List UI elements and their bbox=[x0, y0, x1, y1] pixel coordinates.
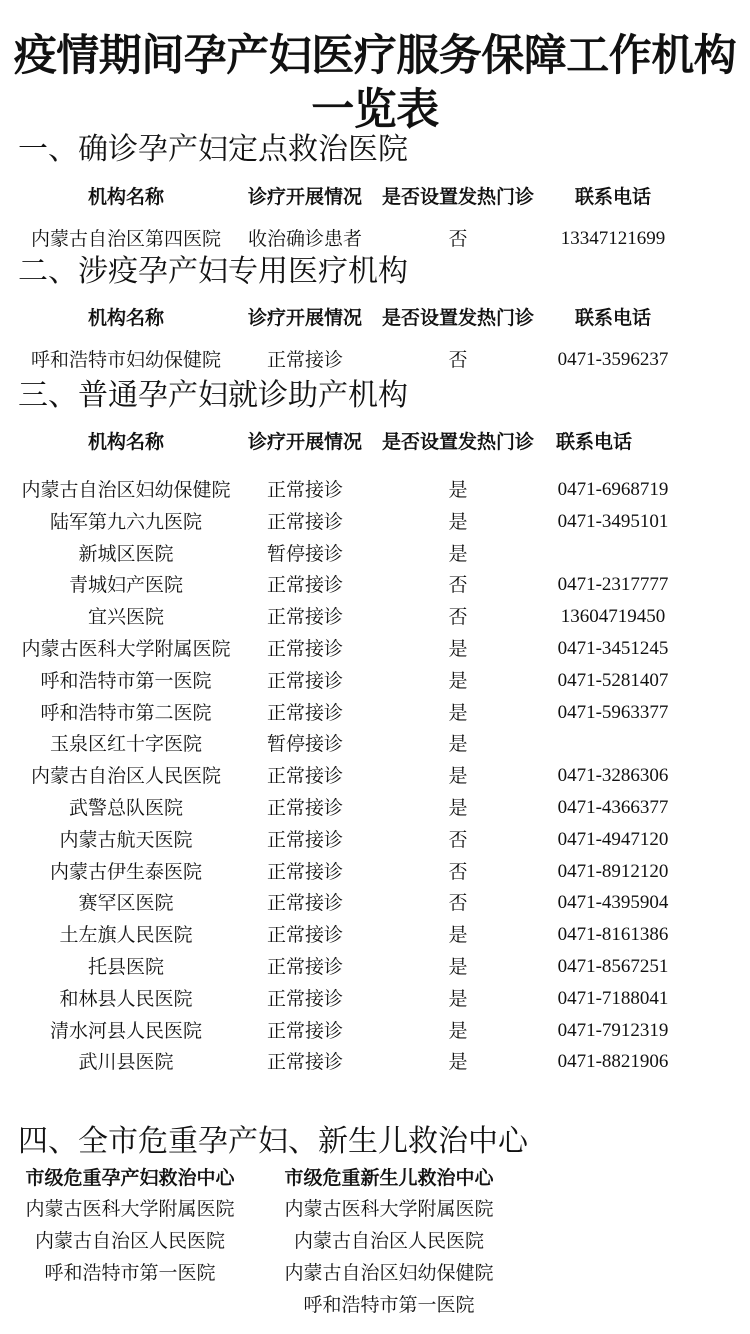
header-maternal-center: 市级危重孕产妇救治中心 bbox=[25, 1167, 235, 1189]
header-service-status: 诊疗开展情况 bbox=[247, 431, 362, 453]
header-fever-clinic: 是否设置发热门诊 bbox=[381, 186, 534, 208]
phone-number: 0471-8821906 bbox=[557, 1051, 669, 1073]
institution-name: 内蒙古自治区人民医院 bbox=[30, 765, 221, 788]
service-status: 正常接诊 bbox=[266, 510, 343, 533]
service-status: 正常接诊 bbox=[266, 574, 343, 597]
institution-name: 内蒙古医科大学附属医院 bbox=[21, 638, 231, 660]
neonatal-center-name: 内蒙古自治区人民医院 bbox=[293, 1230, 484, 1252]
table-row bbox=[0, 1016, 750, 1046]
section-3-title: 三、普通孕产妇就诊助产机构 bbox=[18, 378, 408, 413]
table-row bbox=[0, 345, 750, 375]
phone-number: 0471-7188041 bbox=[557, 987, 669, 1009]
institution-name: 内蒙古自治区第四医院 bbox=[30, 228, 221, 250]
service-status: 正常接诊 bbox=[266, 828, 343, 851]
fever-clinic-flag: 是 bbox=[448, 479, 468, 501]
section-2-header-row bbox=[0, 303, 750, 333]
phone-number bbox=[546, 729, 680, 759]
phone-number: 0471-8567251 bbox=[557, 956, 669, 977]
fever-clinic-flag: 是 bbox=[448, 701, 468, 724]
table-row bbox=[0, 224, 750, 254]
service-status: 收治确诊患者 bbox=[247, 228, 362, 250]
header-service-status: 诊疗开展情况 bbox=[247, 307, 362, 329]
institution-name: 赛罕区医院 bbox=[78, 892, 174, 915]
table-row bbox=[0, 570, 750, 600]
table-row bbox=[0, 761, 750, 791]
phone-number: 0471-3596237 bbox=[557, 349, 669, 370]
fever-clinic-flag: 是 bbox=[448, 542, 468, 565]
table-row bbox=[0, 634, 750, 664]
fever-clinic-flag: 否 bbox=[448, 228, 468, 250]
table-row bbox=[0, 984, 750, 1014]
maternal-center-name: 呼和浩特市第一医院 bbox=[44, 1262, 216, 1284]
list-item bbox=[0, 1194, 750, 1224]
institution-name: 青城妇产医院 bbox=[68, 574, 183, 597]
fever-clinic-flag: 否 bbox=[448, 574, 468, 597]
fever-clinic-flag: 否 bbox=[448, 349, 468, 371]
service-status: 正常接诊 bbox=[266, 765, 343, 788]
service-status: 正常接诊 bbox=[266, 797, 343, 819]
table-row bbox=[0, 539, 750, 569]
table-row bbox=[0, 475, 750, 505]
phone-number: 0471-4947120 bbox=[557, 828, 669, 850]
fever-clinic-flag: 是 bbox=[448, 1019, 468, 1042]
phone-number: 0471-4395904 bbox=[557, 892, 669, 914]
fever-clinic-flag: 否 bbox=[448, 606, 468, 629]
phone-number: 0471-8161386 bbox=[557, 924, 669, 946]
table-row bbox=[0, 729, 750, 759]
fever-clinic-flag: 是 bbox=[448, 638, 468, 660]
table-row bbox=[0, 1047, 750, 1077]
service-status: 正常接诊 bbox=[266, 669, 343, 692]
fever-clinic-flag: 是 bbox=[448, 1051, 468, 1074]
phone-number: 0471-6968719 bbox=[557, 479, 669, 500]
header-fever-clinic: 是否设置发热门诊 bbox=[381, 431, 534, 453]
institution-name: 玉泉区红十字医院 bbox=[49, 733, 202, 756]
section-1-title: 一、确诊孕产妇定点救治医院 bbox=[18, 132, 408, 167]
table-row bbox=[0, 793, 750, 823]
service-status: 正常接诊 bbox=[266, 606, 343, 629]
section-3-header-row bbox=[0, 427, 750, 457]
phone-number: 0471-2317777 bbox=[557, 574, 669, 596]
fever-clinic-flag: 是 bbox=[448, 765, 468, 788]
service-status: 正常接诊 bbox=[266, 956, 343, 978]
section-2-title: 二、涉疫孕产妇专用医疗机构 bbox=[18, 254, 408, 289]
institution-name: 和林县人民医院 bbox=[59, 987, 193, 1010]
service-status: 正常接诊 bbox=[266, 479, 343, 501]
institution-name: 宜兴医院 bbox=[87, 606, 164, 629]
phone-number: 13347121699 bbox=[560, 228, 666, 249]
section-4-header-row bbox=[0, 1163, 750, 1193]
header-phone: 联系电话 bbox=[556, 431, 633, 453]
institution-name: 托县医院 bbox=[87, 956, 164, 978]
header-institution-name: 机构名称 bbox=[87, 307, 164, 329]
fever-clinic-flag: 是 bbox=[448, 669, 468, 692]
institution-name: 武川县医院 bbox=[78, 1051, 174, 1074]
fever-clinic-flag: 是 bbox=[448, 510, 468, 533]
institution-name: 呼和浩特市第一医院 bbox=[40, 669, 212, 692]
service-status: 暂停接诊 bbox=[266, 542, 343, 565]
institution-name: 内蒙古航天医院 bbox=[59, 828, 193, 851]
phone-number: 0471-3451245 bbox=[557, 638, 669, 659]
fever-clinic-flag: 是 bbox=[448, 797, 468, 819]
service-status: 正常接诊 bbox=[266, 349, 343, 371]
maternal-center-name bbox=[14, 1290, 246, 1320]
institution-name: 呼和浩特市妇幼保健院 bbox=[30, 349, 221, 371]
section-1-header-row bbox=[0, 182, 750, 212]
fever-clinic-flag: 是 bbox=[448, 956, 468, 978]
fever-clinic-flag: 否 bbox=[448, 860, 468, 883]
header-phone: 联系电话 bbox=[574, 307, 651, 329]
table-row bbox=[0, 888, 750, 918]
maternal-center-name: 内蒙古自治区人民医院 bbox=[34, 1230, 225, 1252]
section-4-title: 四、全市危重孕产妇、新生儿救治中心 bbox=[18, 1124, 528, 1159]
neonatal-center-name: 内蒙古自治区妇幼保健院 bbox=[284, 1262, 494, 1284]
service-status: 正常接诊 bbox=[266, 1051, 343, 1074]
header-institution-name: 机构名称 bbox=[87, 186, 164, 208]
phone-number: 0471-3495101 bbox=[557, 510, 669, 532]
service-status: 正常接诊 bbox=[266, 638, 343, 660]
page-title-line-1: 疫情期间孕产妇医疗服务保障工作机构 bbox=[13, 31, 737, 81]
fever-clinic-flag: 是 bbox=[448, 987, 468, 1010]
maternal-center-name: 内蒙古医科大学附属医院 bbox=[25, 1198, 235, 1220]
phone-number: 0471-4366377 bbox=[557, 797, 669, 818]
service-status: 正常接诊 bbox=[266, 1019, 343, 1042]
page-title-line-2: 一览表 bbox=[311, 85, 439, 135]
list-item bbox=[0, 1290, 750, 1320]
phone-number: 13604719450 bbox=[560, 606, 666, 628]
table-row bbox=[0, 602, 750, 632]
service-status: 正常接诊 bbox=[266, 924, 343, 947]
service-status: 正常接诊 bbox=[266, 987, 343, 1010]
institution-name: 清水河县人民医院 bbox=[49, 1019, 202, 1042]
header-fever-clinic: 是否设置发热门诊 bbox=[381, 307, 534, 329]
table-row bbox=[0, 857, 750, 887]
institution-name: 土左旗人民医院 bbox=[59, 924, 193, 947]
phone-number: 0471-7912319 bbox=[557, 1019, 669, 1041]
neonatal-center-name: 内蒙古医科大学附属医院 bbox=[284, 1198, 494, 1220]
table-row bbox=[0, 920, 750, 950]
header-institution-name: 机构名称 bbox=[87, 431, 164, 453]
service-status: 暂停接诊 bbox=[266, 733, 343, 756]
table-row bbox=[0, 698, 750, 728]
fever-clinic-flag: 是 bbox=[448, 924, 468, 947]
header-service-status: 诊疗开展情况 bbox=[247, 186, 362, 208]
header-phone: 联系电话 bbox=[574, 186, 651, 208]
table-row bbox=[0, 952, 750, 982]
header-neonatal-center: 市级危重新生儿救治中心 bbox=[284, 1167, 494, 1189]
institution-name: 呼和浩特市第二医院 bbox=[40, 701, 212, 724]
phone-number bbox=[546, 539, 680, 569]
table-row bbox=[0, 507, 750, 537]
institution-name: 武警总队医院 bbox=[68, 797, 183, 819]
phone-number: 0471-8912120 bbox=[557, 860, 669, 882]
service-status: 正常接诊 bbox=[266, 892, 343, 915]
institution-name: 陆军第九六九医院 bbox=[49, 510, 202, 533]
fever-clinic-flag: 否 bbox=[448, 828, 468, 851]
table-row bbox=[0, 825, 750, 855]
institution-name: 内蒙古自治区妇幼保健院 bbox=[21, 479, 231, 501]
fever-clinic-flag: 是 bbox=[448, 733, 468, 756]
list-item bbox=[0, 1226, 750, 1256]
phone-number: 0471-5963377 bbox=[557, 701, 669, 723]
list-item bbox=[0, 1258, 750, 1288]
service-status: 正常接诊 bbox=[266, 860, 343, 883]
table-row bbox=[0, 666, 750, 696]
service-status: 正常接诊 bbox=[266, 701, 343, 724]
neonatal-center-name: 呼和浩特市第一医院 bbox=[303, 1294, 475, 1316]
phone-number: 0471-3286306 bbox=[557, 765, 669, 787]
fever-clinic-flag: 否 bbox=[448, 892, 468, 915]
institution-name: 新城区医院 bbox=[78, 542, 174, 565]
institution-name: 内蒙古伊生泰医院 bbox=[49, 860, 202, 883]
phone-number: 0471-5281407 bbox=[557, 669, 669, 691]
